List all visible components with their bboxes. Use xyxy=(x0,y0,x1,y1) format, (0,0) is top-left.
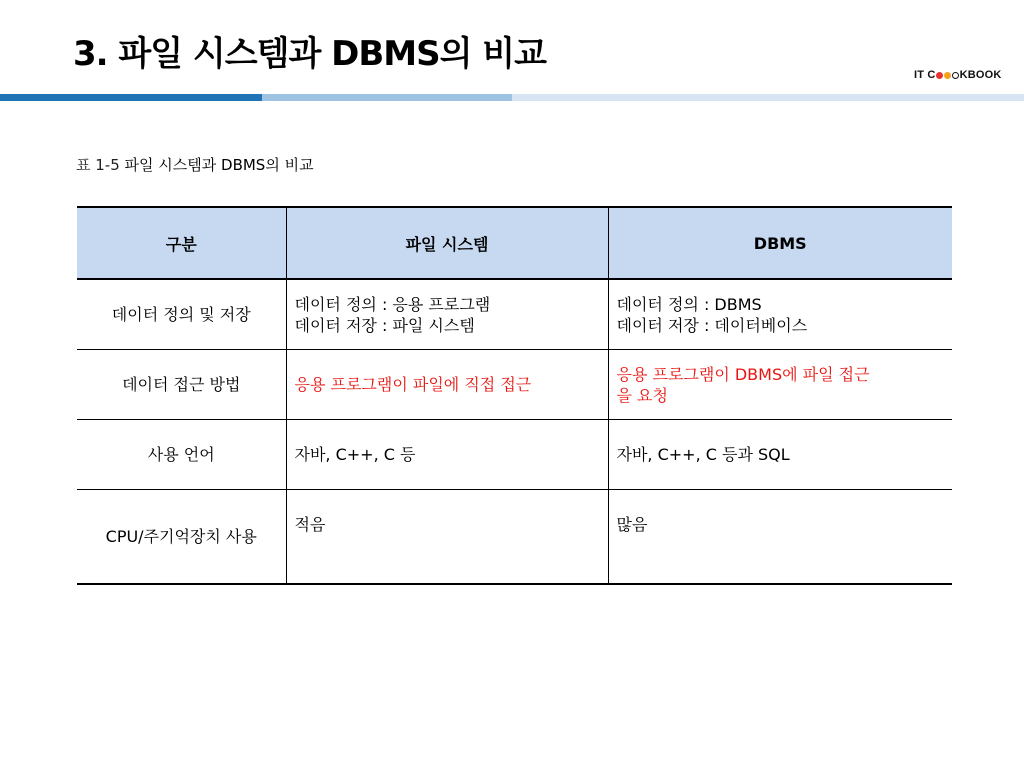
header-dbms: DBMS xyxy=(608,207,952,279)
row-label: CPU/주기억장치 사용 xyxy=(77,490,286,585)
row-label: 데이터 정의 및 저장 xyxy=(77,279,286,350)
table-row xyxy=(77,279,952,350)
comparison-table xyxy=(77,206,952,585)
cell-line: 데이터 저장 : 데이터베이스 xyxy=(616,315,808,335)
logo-red-circle-icon xyxy=(936,72,943,79)
table-header-row xyxy=(77,207,952,279)
cell-line: 데이터 정의 : 응용 프로그램 xyxy=(294,294,491,314)
logo-text-prefix: IT C xyxy=(914,69,936,81)
table-caption-text: 파일 시스템과 DBMS의 비교 xyxy=(124,156,314,174)
file-system-cell xyxy=(286,490,608,585)
cell-line: 데이터 정의 : DBMS xyxy=(616,294,762,314)
table-row xyxy=(77,350,952,420)
logo-orange-circle-icon xyxy=(944,72,951,79)
dbms-cell xyxy=(608,490,952,585)
cell-line: 응용 프로그램이 DBMS에 파일 접근 xyxy=(616,364,870,384)
accent-bar-mid xyxy=(262,94,512,101)
it-cookbook-logo xyxy=(914,69,1002,81)
cell-line: 데이터 저장 : 파일 시스템 xyxy=(294,315,475,335)
table-caption-number: 표 1-5 xyxy=(76,156,120,174)
header-file-system: 파일 시스템 xyxy=(286,207,608,279)
slide-title: 3. 파일 시스템과 DBMS의 비교 xyxy=(73,34,546,74)
row-label: 사용 언어 xyxy=(77,420,286,490)
cell-line: 많음 xyxy=(616,515,648,534)
accent-bar-dark xyxy=(0,94,262,101)
cell-line: 자바, C++, C 등 xyxy=(294,445,416,464)
logo-text-suffix: KBOOK xyxy=(959,69,1002,81)
dbms-cell xyxy=(608,350,952,420)
logo-ring-icon xyxy=(952,72,959,79)
dbms-cell xyxy=(608,279,952,350)
dbms-cell xyxy=(608,420,952,490)
file-system-cell xyxy=(286,420,608,490)
file-system-cell xyxy=(286,350,608,420)
table-row xyxy=(77,420,952,490)
cell-line: 자바, C++, C 등과 SQL xyxy=(616,445,790,464)
table-row xyxy=(77,490,952,585)
cell-line: 적음 xyxy=(294,515,326,534)
accent-bar-light xyxy=(512,94,1024,101)
row-label: 데이터 접근 방법 xyxy=(77,350,286,420)
header-category: 구분 xyxy=(77,207,286,279)
table-caption xyxy=(76,154,314,175)
file-system-cell xyxy=(286,279,608,350)
cell-line: 을 요청 xyxy=(616,385,668,405)
cell-line: 응용 프로그램이 파일에 직접 접근 xyxy=(294,375,532,394)
